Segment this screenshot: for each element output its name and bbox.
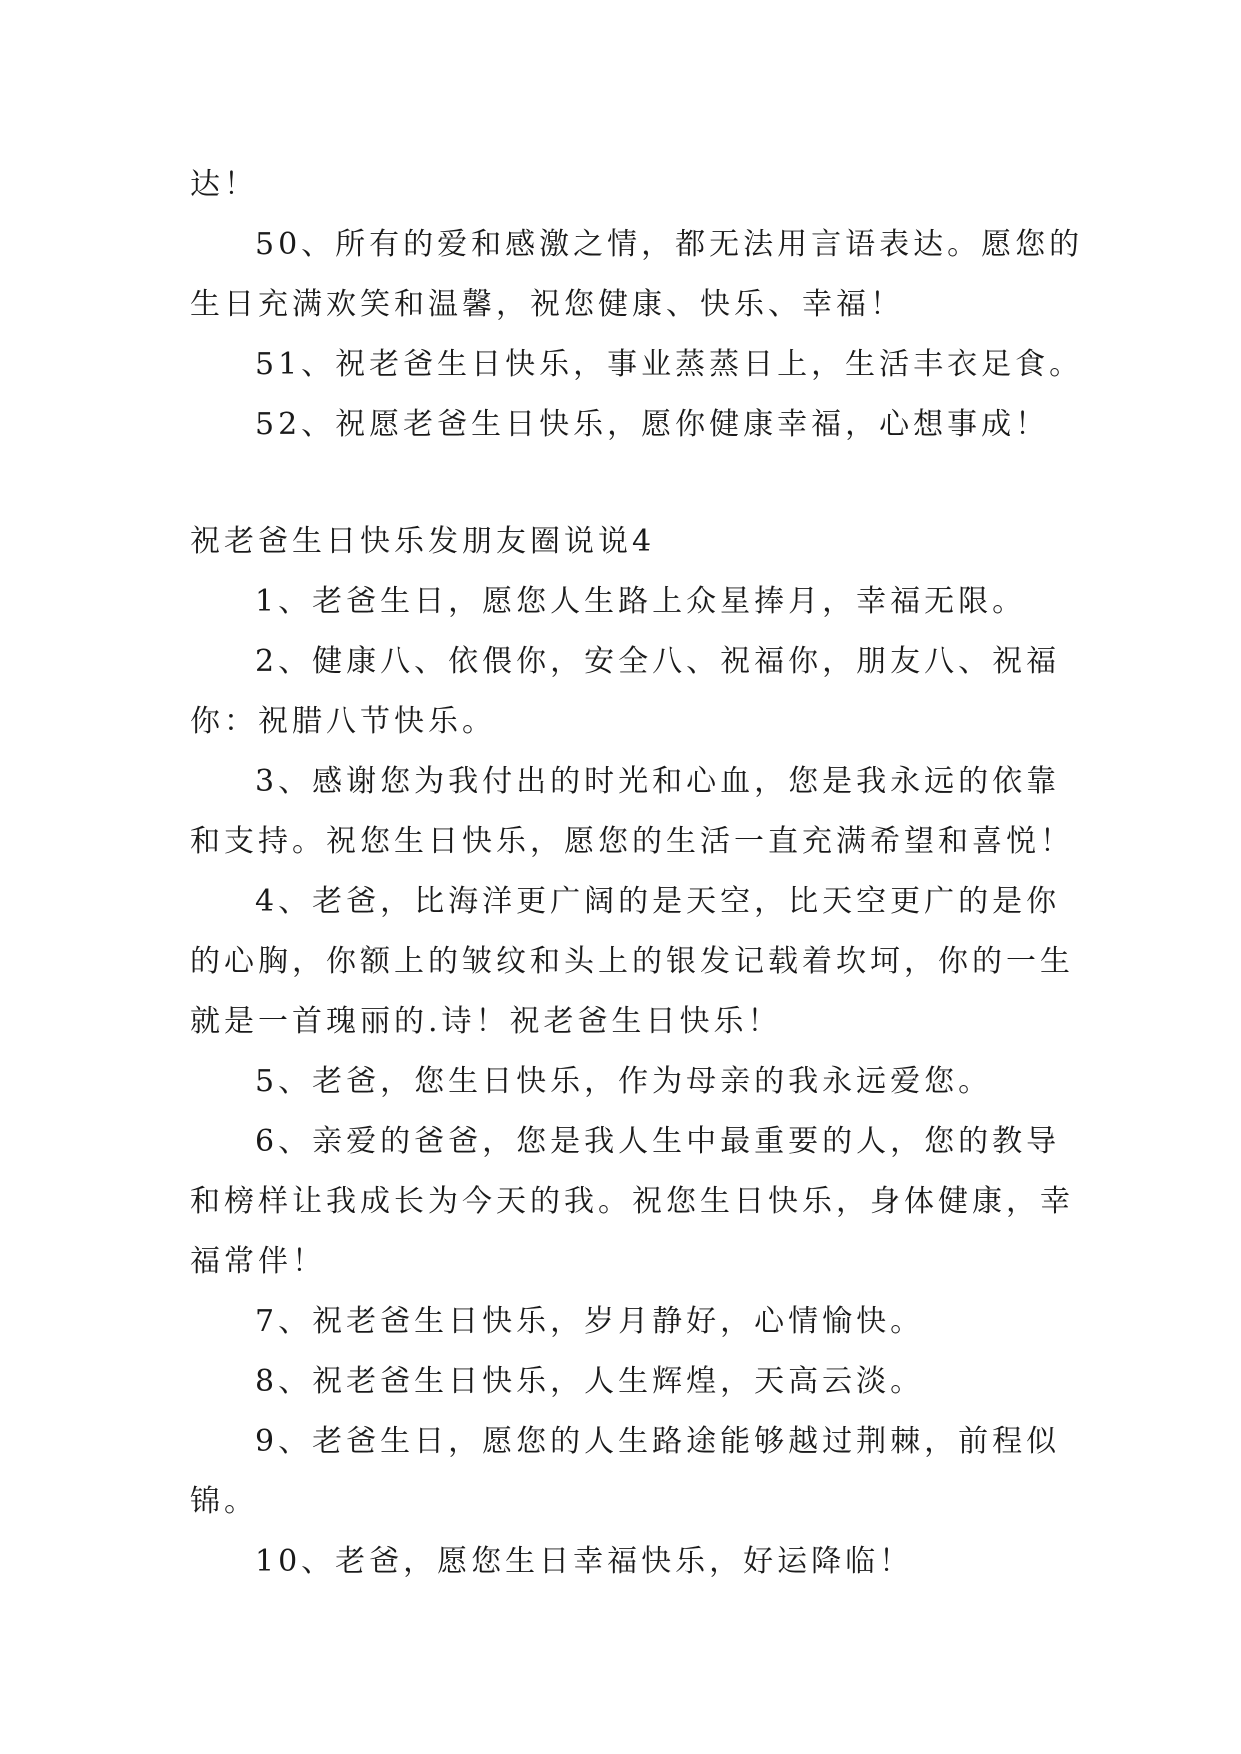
text-line: 你：祝腊八节快乐。 [190,704,496,739]
text-line: 就是一首瑰丽的.诗！祝老爸生日快乐！ [190,1004,782,1039]
section-heading: 祝老爸生日快乐发朋友圈说说4 [190,524,656,559]
paragraph-3: 3、感谢您为我付出的时光和心血，您是我永远的依靠 [255,764,1061,799]
paragraph-9: 9、老爸生日，愿您的人生路途能够越过荆棘，前程似 [255,1424,1061,1459]
text-line: 和榜样让我成长为今天的我。祝您生日快乐，身体健康，幸 [190,1184,1074,1219]
text-line: 的心胸，你额上的皱纹和头上的银发记载着坎坷，你的一生 [190,944,1074,979]
text-line: 生日充满欢笑和温馨，祝您健康、快乐、幸福！ [190,287,904,322]
text-line: 达！ [190,167,258,202]
text-line: 福常伴！ [190,1244,326,1279]
paragraph-2: 2、健康八、依偎你，安全八、祝福你，朋友八、祝福 [255,644,1061,679]
paragraph-10: 10、老爸，愿您生日幸福快乐，好运降临！ [255,1544,914,1579]
text-line: 和支持。祝您生日快乐，愿您的生活一直充满希望和喜悦！ [190,824,1074,859]
paragraph-51: 51、祝老爸生日快乐，事业蒸蒸日上，生活丰衣足食。 [255,347,1084,382]
paragraph-4: 4、老爸，比海洋更广阔的是天空，比天空更广的是你 [255,884,1061,919]
paragraph-50: 50、所有的爱和感激之情，都无法用言语表达。愿您的 [255,227,1084,262]
paragraph-5: 5、老爸，您生日快乐，作为母亲的我永远爱您。 [255,1064,993,1099]
paragraph-7: 7、祝老爸生日快乐，岁月静好，心情愉快。 [255,1304,925,1339]
paragraph-52: 52、祝愿老爸生日快乐，愿你健康幸福，心想事成！ [255,407,1050,442]
text-line: 锦。 [190,1484,258,1519]
paragraph-6: 6、亲爱的爸爸，您是我人生中最重要的人，您的教导 [255,1124,1061,1159]
paragraph-1: 1、老爸生日，愿您人生路上众星捧月，幸福无限。 [255,584,1027,619]
paragraph-8: 8、祝老爸生日快乐，人生辉煌，天高云淡。 [255,1364,925,1399]
